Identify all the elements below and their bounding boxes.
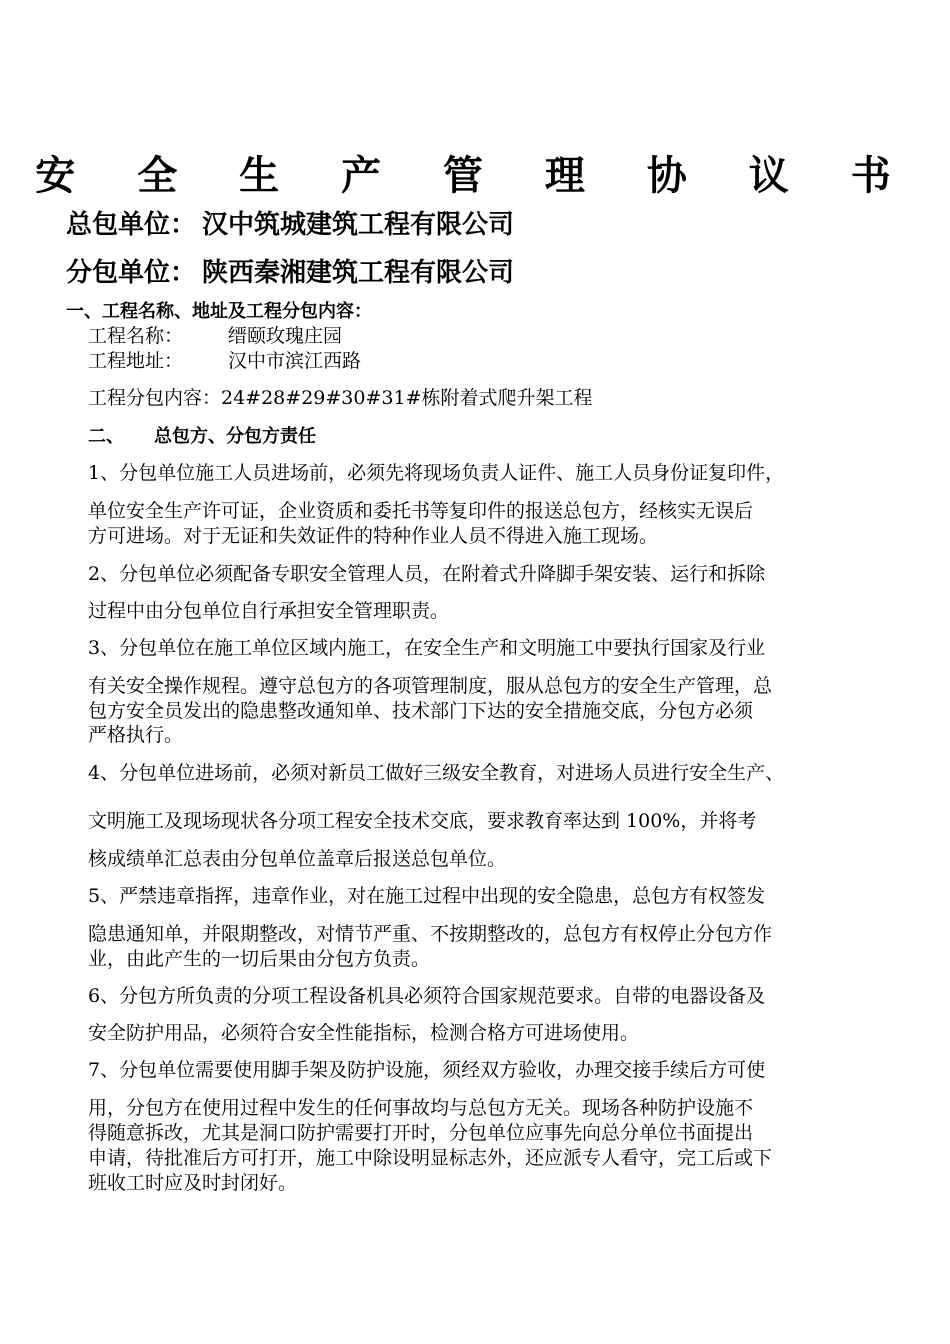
subcontractor <box>66 256 514 290</box>
body-line: 核成绩单汇总表由分包单位盖章后报送总包单位。 <box>88 848 507 870</box>
body-line: 文明施工及现场现状各分项工程安全技术交底，要求教育率达到 100%，并将考 <box>88 810 757 832</box>
body-line: 业，由此产生的一切后果由分包方负责。 <box>88 948 431 970</box>
body-line: 4、分包单位进场前，必须对新员工做好三级安全教育，对进场人员进行安全生产、 <box>88 762 785 784</box>
body-line: 安全防护用品，必须符合安全性能指标，检测合格方可进场使用。 <box>88 1022 640 1044</box>
body-line: 有关安全操作规程。遵守总包方的各项管理制度，服从总包方的安全生产管理，总 <box>88 675 773 697</box>
project-name <box>88 323 342 349</box>
body-line: 7、分包单位需要使用脚手架及防护设施，须经双方验收，办理交接手续后方可使 <box>88 1059 766 1081</box>
section2-title: 总包方、分包方责任 <box>154 426 316 447</box>
body-line: 3、分包单位在施工单位区域内施工，在安全生产和文明施工中要执行国家及行业 <box>88 637 766 659</box>
subcontractor-value: 陕西秦湘建筑工程有限公司 <box>202 258 515 288</box>
general-contractor <box>66 208 514 242</box>
body-line: 2、分包单位必须配备专职安全管理人员，在附着式升降脚手架安装、运行和拆除 <box>88 563 766 585</box>
body-line: 严格执行。 <box>88 724 184 746</box>
project-address-value: 汉中市滨江西路 <box>228 350 362 372</box>
body-line: 方可进场。对于无证和失效证件的特种作业人员不得进入施工现场。 <box>88 525 659 547</box>
section2-number: 二、 <box>88 426 124 447</box>
document-title: 安 全 生 产 管 理 协 议 书 <box>35 153 915 199</box>
project-name-value: 缙颐玫瑰庄园 <box>228 325 343 347</box>
body-line: 申请，待批准后方可打开，施工中除设明显标志外，还应派专人看守，完工后或下 <box>88 1147 773 1169</box>
project-address <box>88 348 361 374</box>
body-line: 6、分包方所负责的分项工程设备机具必须符合国家规范要求。自带的电器设备及 <box>88 985 766 1007</box>
subcontract-content: 工程分包内容：24#28#29#30#31#栋附着式爬升架工程 <box>88 387 593 409</box>
body-line: 用，分包方在使用过程中发生的任何事故均与总包方无关。现场各种防护设施不 <box>88 1097 754 1119</box>
subcontractor-label: 分包单位： <box>66 258 197 288</box>
body-line: 过程中由分包单位自行承担安全管理职责。 <box>88 600 450 622</box>
project-name-label: 工程名称： <box>88 325 184 347</box>
section1-heading: 一、工程名称、地址及工程分包内容： <box>66 301 372 322</box>
body-line: 班收工时应及时封闭好。 <box>88 1172 298 1194</box>
body-line: 包方安全员发出的隐患整改通知单、技术部门下达的安全措施交底，分包方必须 <box>88 700 754 722</box>
body-line: 隐患通知单，并限期整改，对情节严重、不按期整改的，总包方有权停止分包方作 <box>88 923 773 945</box>
general-contractor-value: 汉中筑城建筑工程有限公司 <box>202 210 515 240</box>
project-address-label: 工程地址： <box>88 350 184 372</box>
section2-heading <box>88 424 316 450</box>
body-line: 1、分包单位施工人员进场前，必须先将现场负责人证件、施工人员身份证复印件， <box>88 462 785 484</box>
body-line: 5、严禁违章指挥，违章作业，对在施工过程中出现的安全隐患，总包方有权签发 <box>88 885 766 907</box>
general-contractor-label: 总包单位： <box>66 210 197 240</box>
body-line: 单位安全生产许可证，企业资质和委托书等复印件的报送总包方，经核实无误后 <box>88 500 754 522</box>
body-line: 得随意拆改，尤其是洞口防护需要打开时，分包单位应事先向总分单位书面提出 <box>88 1122 754 1144</box>
